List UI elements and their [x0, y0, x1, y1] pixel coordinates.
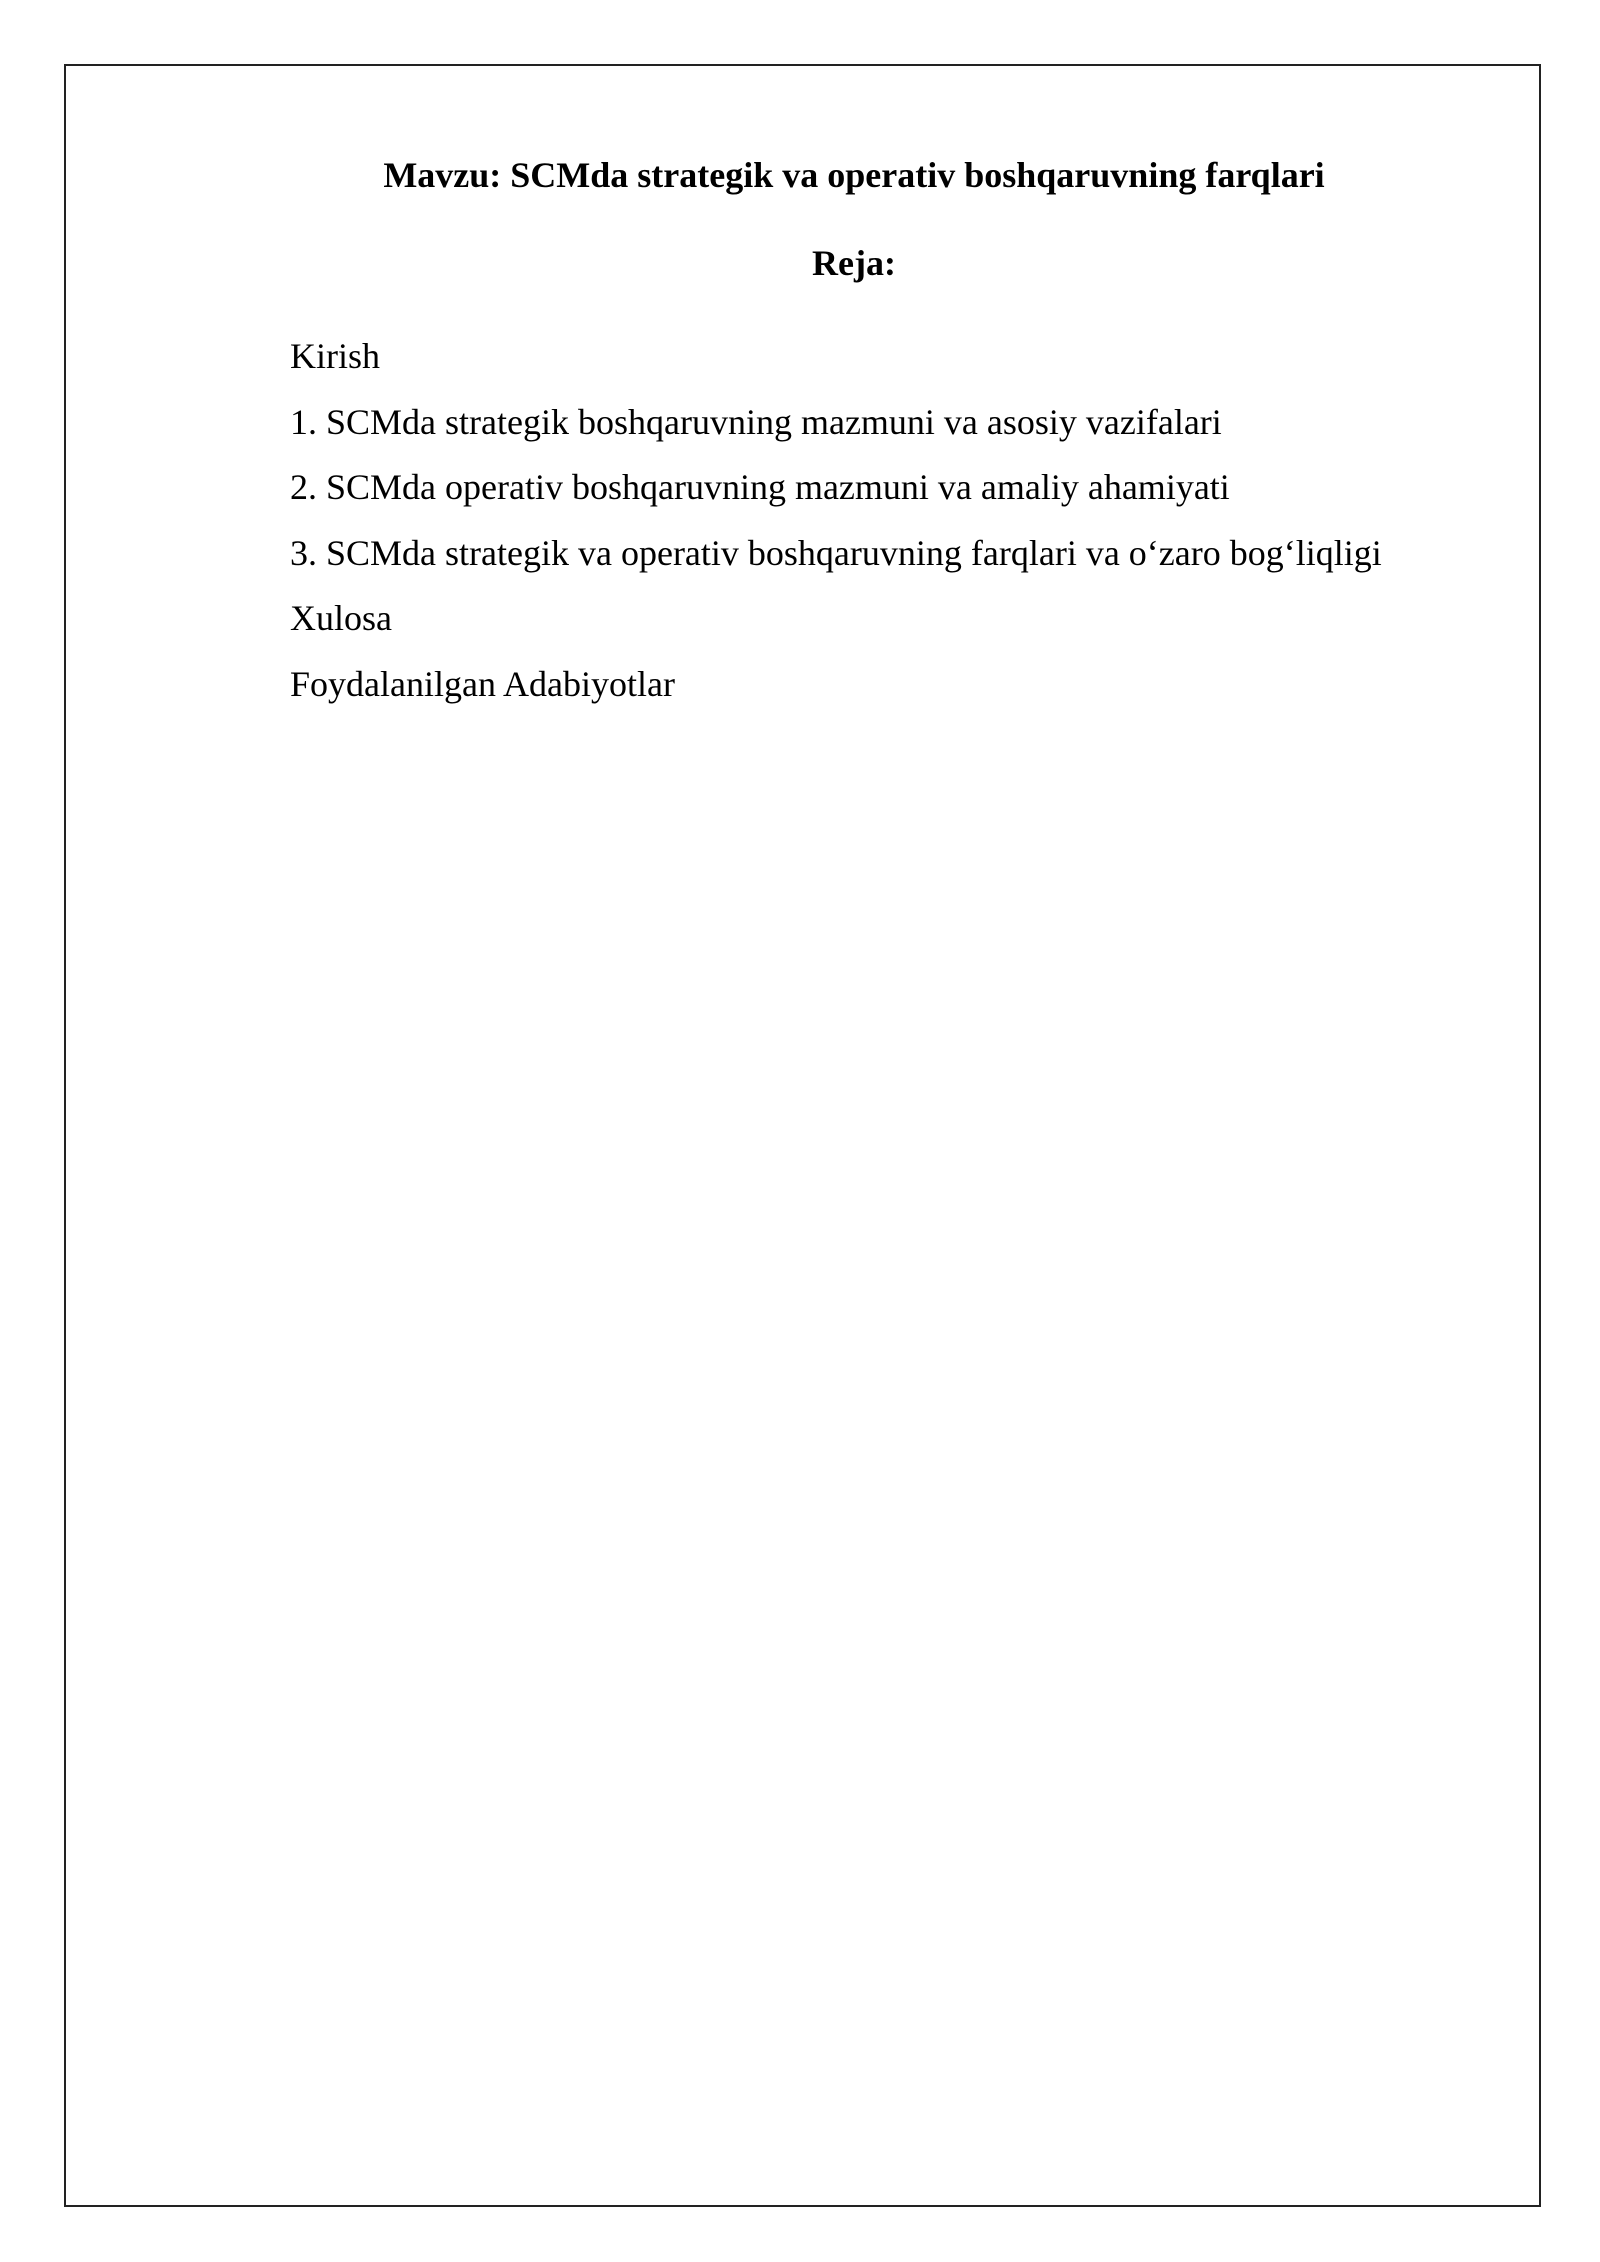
- plan-list: [290, 324, 1382, 717]
- plan-heading: Reja:: [812, 243, 896, 283]
- plan-item-2: 2. SCMda operativ boshqaruvning mazmuni va amaliy ahamiyati: [290, 467, 1230, 507]
- plan-item-3: 3. SCMda strategik va operativ boshqaruvning farqlari va o‘zaro bog‘liqligi: [290, 532, 1382, 573]
- plan-item-conclusion: Xulosa: [290, 598, 392, 638]
- document-title: Mavzu: SCMda strategik va operativ boshqaruvning farqlari: [383, 155, 1325, 195]
- plan-item-1: 1. SCMda strategik boshqaruvning mazmuni va asosiy vazifalari: [290, 401, 1222, 442]
- plan-item-introduction: Kirish: [290, 336, 380, 376]
- plan-item-references: Foydalanilgan Adabiyotlar: [290, 663, 675, 704]
